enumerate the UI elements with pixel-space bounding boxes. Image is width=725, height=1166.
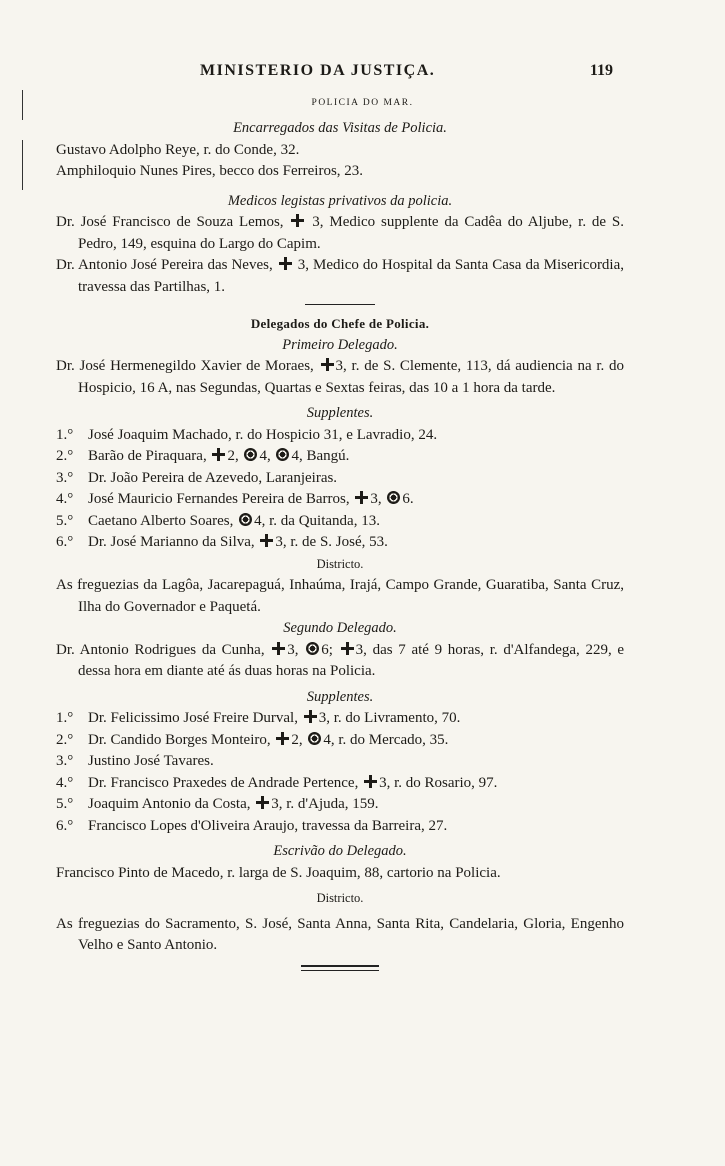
medicos-heading: Medicos legistas privativos da policia. [227, 192, 453, 209]
medico-2-details: 3, Medico do Hospital da Santa Casa da Misericordia, travessa das Partilhas, 1. [78, 257, 625, 295]
supplente-number: 6.° [56, 534, 74, 550]
supplente-number: 6.° [56, 817, 74, 834]
closing-rule [301, 965, 379, 971]
supplente-text: Joaquim Antonio da Costa, [88, 796, 251, 812]
order-cross-icon [272, 642, 285, 655]
primeiro-districto-heading: Districto. [316, 556, 364, 571]
supplente-text: Justino José Tavares. [88, 753, 214, 769]
supplente-number: 2.° [56, 731, 74, 748]
segundo-delegado-details: 6; [321, 641, 333, 658]
supplente-text: 4, r. do Mercado, 35. [323, 731, 449, 748]
order-cross-icon [276, 732, 289, 745]
supplente-text: 3, r. de S. José, 53. [275, 534, 388, 550]
segundo-districto-heading: Districto. [316, 891, 364, 905]
supplente-text: Caetano Alberto Soares, [88, 512, 234, 529]
primeiro-districto-text: As freguezias da Lagôa, Jacarepaguá, Inhaúma, Irajá, Campo Grande, Guaratiba, Santa Cruz, Ilha do Governador e Paquetá. [56, 577, 624, 615]
supplente-number: 5.° [56, 512, 74, 529]
segundo-districto-text: As freguezias do Sacramento, S. José, Santa Anna, Santa Rita, Candelaria, Gloria, Engenho Velho e Santo Antonio. [56, 915, 624, 953]
segundo-supplentes-heading: Supplentes. [306, 688, 374, 705]
supplente-row [56, 489, 624, 511]
page-number: 119 [589, 62, 613, 79]
visitas-line-2: Amphiloquio Nunes Pires, becco dos Ferreiros, 23. [56, 163, 364, 179]
order-cross-icon [341, 642, 354, 655]
order-rose-icon [387, 491, 400, 504]
supplente-text: 3, [370, 491, 382, 507]
order-cross-icon [279, 257, 292, 270]
delegados-heading: Delegados do Chefe de Policia. [250, 316, 430, 331]
medico-2-name: Dr. Antonio José Pereira das Neves, [56, 257, 273, 273]
supplente-text: Dr. José Marianno da Silva, [88, 534, 255, 550]
order-cross-icon [321, 358, 334, 371]
supplente-number: 5.° [56, 796, 74, 812]
order-rose-icon [244, 448, 257, 461]
primeiro-delegado-name: Dr. José Hermenegildo Xavier de Moraes, [56, 358, 314, 374]
supplente-row [56, 511, 624, 533]
supplente-text: 4, r. da Quitanda, 13. [254, 512, 380, 529]
escrivao-entry: Francisco Pinto de Macedo, r. larga de S. Joaquim, 88, cartorio na Policia. [56, 864, 501, 881]
supplente-text: Dr. Felicissimo José Freire Durval, [88, 710, 298, 726]
medico-1-details: 3, Medico supplente da Cadêa do Aljube, r. de S. Pedro, 149, esquina do Largo do Capim. [78, 214, 625, 252]
supplente-text: 3, r. d'Ajuda, 159. [271, 796, 379, 812]
supplente-row [56, 816, 624, 838]
order-cross-icon [260, 534, 273, 547]
supplente-number: 1.° [56, 426, 74, 443]
medico-entry-1 [56, 212, 624, 255]
segundo-delegado-details: 3, das 7 até 9 horas, r. d'Alfandega, 229, e dessa hora em diante até ás duas horas na Policia. [78, 641, 625, 679]
order-cross-icon [256, 796, 269, 809]
medico-entry-2 [56, 255, 624, 298]
supplente-text: 2, [227, 448, 239, 464]
supplente-text: José Mauricio Fernandes Pereira de Barros, [88, 491, 350, 507]
supplente-row [56, 532, 624, 554]
visitas-heading: Encarregados das Visitas de Policia. [233, 120, 447, 136]
primeiro-supplentes-heading: Supplentes. [306, 405, 374, 421]
supplente-text: 3, r. do Rosario, 97. [379, 774, 498, 791]
supplente-row [56, 446, 624, 468]
supplente-text: José Joaquim Machado, r. do Hospicio 31, e Lavradio, 24. [88, 426, 438, 443]
order-cross-icon [304, 710, 317, 723]
supplente-row [56, 425, 624, 447]
primeiro-delegado-details: 3, r. de S. Clemente, 113, dá audiencia na r. do Hospicio, 16 A, nas Segundas, Quartas e Sextas feiras, das 10 a 1 hora da tarde. [78, 358, 624, 396]
order-cross-icon [212, 448, 225, 461]
primeiro-delegado-heading: Primeiro Delegado. [282, 336, 398, 353]
escrivao-heading: Escrivão do Delegado. [273, 843, 407, 859]
order-cross-icon [364, 775, 377, 788]
margin-mark [22, 140, 23, 190]
supplente-text: 2, [291, 731, 303, 748]
segundo-delegado-entry [56, 640, 624, 683]
section-title: POLICIA DO MAR. [311, 98, 414, 108]
supplente-text: 4, [259, 448, 271, 464]
section-rule [305, 304, 375, 305]
header-title: MINISTERIO DA JUSTIÇA. [200, 62, 436, 79]
segundo-delegado-heading: Segundo Delegado. [283, 620, 397, 636]
supplente-text: Dr. João Pereira de Azevedo, Laranjeiras. [88, 469, 338, 486]
supplente-text: 6. [402, 491, 414, 507]
primeiro-delegado-entry [56, 356, 624, 399]
order-rose-icon [276, 448, 289, 461]
supplente-row [56, 468, 624, 490]
supplente-text: 3, r. do Livramento, 70. [318, 710, 461, 726]
supplente-row [56, 794, 624, 816]
segundo-delegado-details: 3, [287, 641, 299, 658]
supplente-text: 4, Bangú. [291, 448, 350, 464]
supplente-row [56, 751, 624, 773]
supplente-number: 3.° [56, 469, 74, 486]
order-cross-icon [291, 214, 304, 227]
order-cross-icon [355, 491, 368, 504]
supplente-text: Dr. Francisco Praxedes de Andrade Pertence, [88, 774, 359, 791]
supplente-number: 4.° [56, 491, 74, 507]
order-rose-icon [308, 732, 321, 745]
supplente-row [56, 773, 624, 795]
supplente-number: 2.° [56, 448, 74, 464]
supplente-row [56, 708, 624, 730]
supplente-number: 4.° [56, 774, 74, 791]
supplente-text: Barão de Piraquara, [88, 448, 207, 464]
segundo-delegado-name: Dr. Antonio Rodrigues da Cunha, [56, 641, 265, 658]
supplente-text: Francisco Lopes d'Oliveira Araujo, travessa da Barreira, 27. [88, 817, 448, 834]
medico-1-name: Dr. José Francisco de Souza Lemos, [56, 214, 284, 230]
running-header [0, 62, 725, 86]
order-rose-icon [306, 642, 319, 655]
supplente-row [56, 730, 624, 752]
page-content [56, 118, 624, 971]
visitas-line-1: Gustavo Adolpho Reye, r. do Conde, 32. [56, 141, 300, 158]
supplente-number: 1.° [56, 710, 74, 726]
supplente-text: Dr. Candido Borges Monteiro, [88, 731, 271, 748]
supplente-number: 3.° [56, 753, 74, 769]
order-rose-icon [239, 513, 252, 526]
